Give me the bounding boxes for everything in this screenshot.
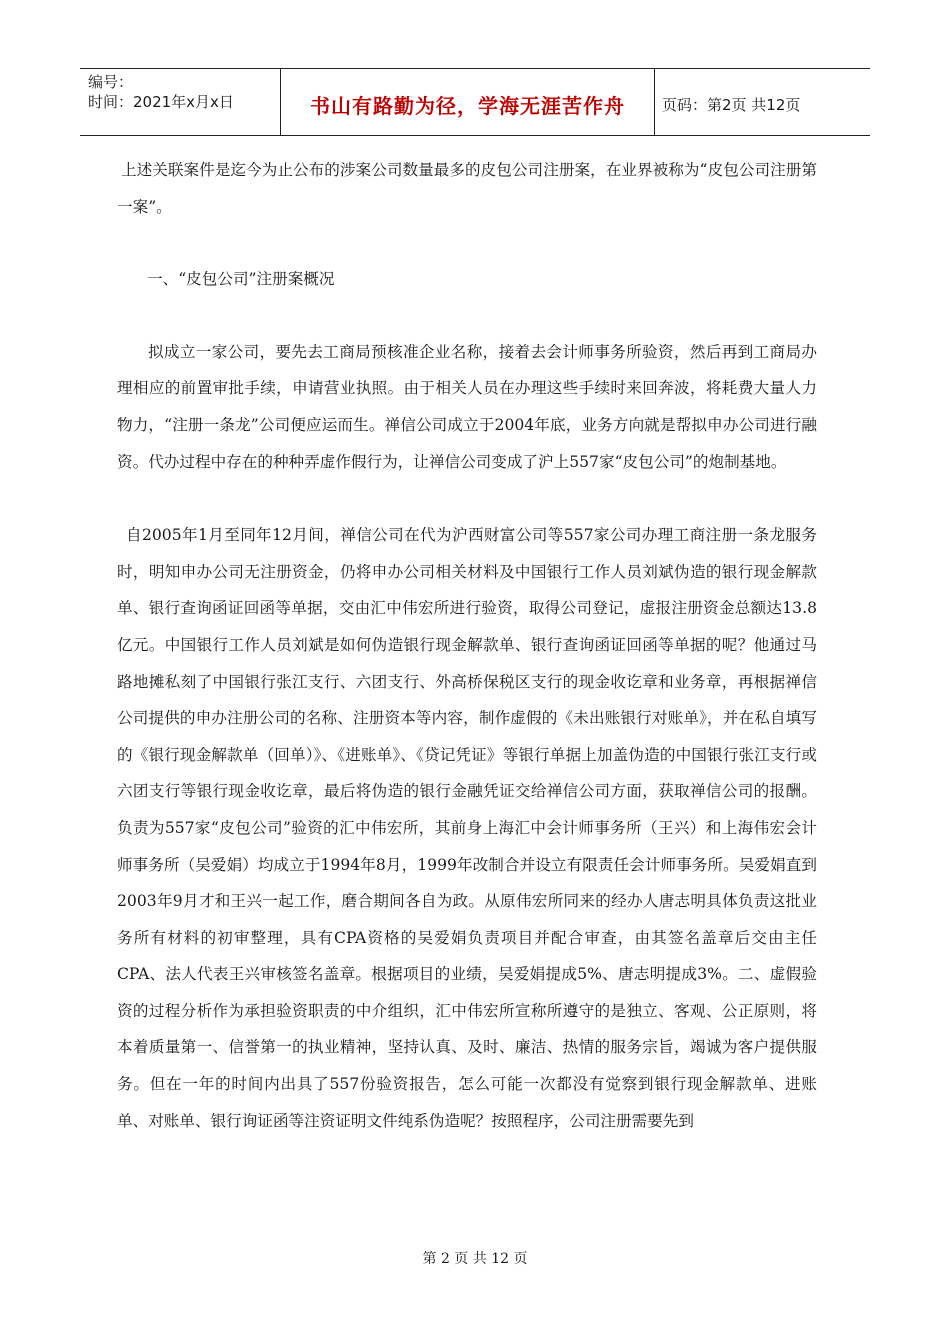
time-label: 时间：2021年x月x日 (88, 93, 234, 111)
header-meta-cell (80, 69, 281, 135)
document-body (117, 152, 817, 1139)
paragraph-overview: 拟成立一家公司，要先去工商局预核准企业名称，接着去会计师事务所验资，然后再到工商局办理相应的前置审批手续，申请营业执照。由于相关人员在办理这些手续时来回奔波，将耗费大量人力物力，“注册一条龙”公司便应运而生。禅信公司成立于2004年底，业务方向就是帮拟申办公司进行融资。代办过程中存在的种种弄虚作假行为，让禅信公司变成了沪上557家“皮包公司”的炮制基地。 (117, 342, 817, 471)
page-header (80, 68, 870, 136)
header-page-label: 页码：第2页 共12页 (662, 95, 801, 114)
paragraph-case-details: 自2005年1月至同年12月间，禅信公司在代为沪西财富公司等557家公司办理工商注册一条龙服务时，明知申办公司无注册资金，仍将申办公司相关材料及中国银行工作人员刘斌伪造的银行现金解款单、银行查询函证回函等单据，交由汇中伟宏所进行验资，取得公司登记，虚报注册资金总额达13.8亿元。中国银行工作人员刘斌是如何伪造银行现金解款单、银行查询函证回函等单据的呢？他通过马路地摊私刻了中国银行张江支行、六团支行、外高桥保税区支行的现金收讫章和业务章，再根据禅信公司提供的申办注册公司的名称、注册资本等内容，制作虚假的《未出账银行对账单》，并在私自填写的《银行现金解款单（回单）》、《进账单》、《贷记凭证》等银行单据上加盖伪造的中国银行张江支行或六团支行等银行现金收讫章，最后将伪造的银行金融凭证交给禅信公司方面，获取禅信公司的报酬。负责为557家“皮包公司”验资的汇中伟宏所，其前身上海汇中会计师事务所（王兴）和上海伟宏会计师事务所（吴爱娟）均成立于1994年8月，1999年改制合并设立有限责任会计师事务所。吴爱娟直到2003年9月才和王兴一起工作，磨合期间各自为政。从原伟宏所同来的经办人唐志明具体负责这批业务所有材料的初审整理，具有CPA资格的吴爱娟负责项目并配合审查，由其签名盖章后交由主任CPA、法人代表王兴审核签名盖章。根据项目的业绩，吴爱娟提成5%、唐志明提成3%。二、虚假验资的过程分析作为承担验资职责的中介组织，汇中伟宏所宣称所遵守的是独立、客观、公正原则，将本着质量第一、信誉第一的执业精神，坚持认真、及时、廉洁、热情的服务宗旨，竭诚为客户提供服务。但在一年的时间内出具了557份验资报告，怎么可能一次都没有觉察到银行现金解款单、进账单、对账单、银行询证函等注资证明文件纯系伪造呢？按照程序，公司注册需要先到 (117, 526, 817, 1130)
section-heading: 一、“皮包公司”注册案概况 (147, 270, 335, 289)
header-motto: 书山有路勤为径，学海无涯苦作舟 (281, 69, 655, 135)
paragraph-intro: 上述关联案件是迄今为止公布的涉案公司数量最多的皮包公司注册案，在业界被称为“皮包公司注册第一案”。 (117, 161, 817, 216)
page-footer: 第 2 页 共 12 页 (422, 1251, 528, 1267)
number-label: 编号： (88, 73, 134, 91)
